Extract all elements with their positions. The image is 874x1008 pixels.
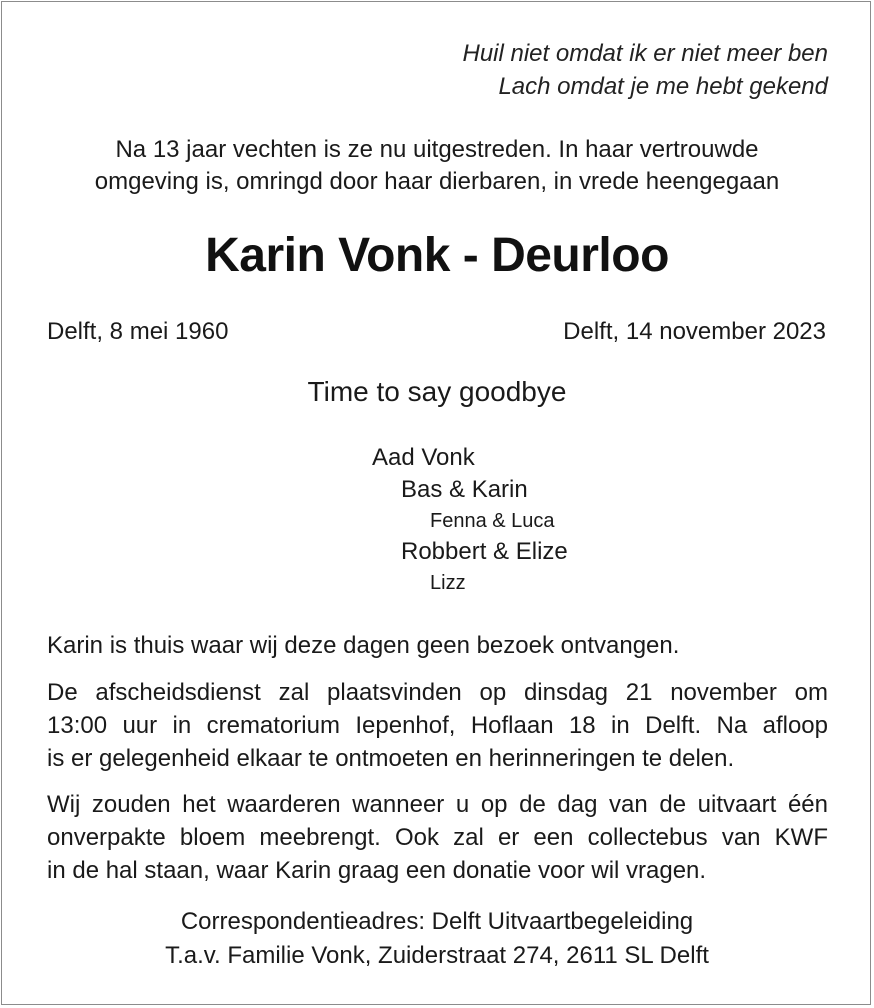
- correspondence-line-1: Correspondentieadres: Delft Uitvaartbegeleiding: [180, 908, 694, 935]
- paragraph-line: 13:00 uur in crematorium Iepenhof, Hoflaan 18 in Delft. Na afloop: [47, 712, 828, 739]
- death-date: Delft, 14 november 2023: [563, 318, 826, 345]
- deceased-name: Karin Vonk - Deurloo: [205, 229, 669, 282]
- paragraph-line: onverpakte bloem meebrengt. Ook zal er een collectebus van KWF: [47, 824, 828, 851]
- family-member: Aad Vonk: [372, 444, 475, 471]
- paragraph-line: Karin is thuis waar wij deze dagen geen bezoek ontvangen.: [47, 632, 680, 659]
- flowers-paragraph: [47, 788, 828, 887]
- family-member: Lizz: [430, 572, 466, 594]
- quote-line-2: Lach omdat je me hebt gekend: [498, 73, 828, 100]
- visit-paragraph: [47, 629, 828, 662]
- family-member: Robbert & Elize: [401, 538, 568, 565]
- paragraph-line: De afscheidsdienst zal plaatsvinden op dinsdag 21 november om: [47, 679, 828, 706]
- intro-line-1: Na 13 jaar vechten is ze nu uitgestreden. In haar vertrouwde: [115, 136, 759, 163]
- family-member: Bas & Karin: [401, 476, 528, 503]
- motto: Time to say goodbye: [307, 376, 567, 407]
- birth-date: Delft, 8 mei 1960: [47, 318, 229, 345]
- service-paragraph: [47, 676, 828, 775]
- family-member: Fenna & Luca: [430, 510, 555, 532]
- quote-line-1: Huil niet omdat ik er niet meer ben: [462, 40, 828, 67]
- intro-line-2: omgeving is, omringd door haar dierbaren, in vrede heengegaan: [94, 168, 780, 195]
- correspondence-line-2: T.a.v. Familie Vonk, Zuiderstraat 274, 2611 SL Delft: [165, 942, 709, 969]
- paragraph-line: is er gelegenheid elkaar te ontmoeten en herinneringen te delen.: [47, 745, 735, 772]
- paragraph-line: Wij zouden het waarderen wanneer u op de dag van de uitvaart één: [47, 791, 828, 818]
- paragraph-line: in de hal staan, waar Karin graag een donatie voor wil vragen.: [47, 857, 707, 884]
